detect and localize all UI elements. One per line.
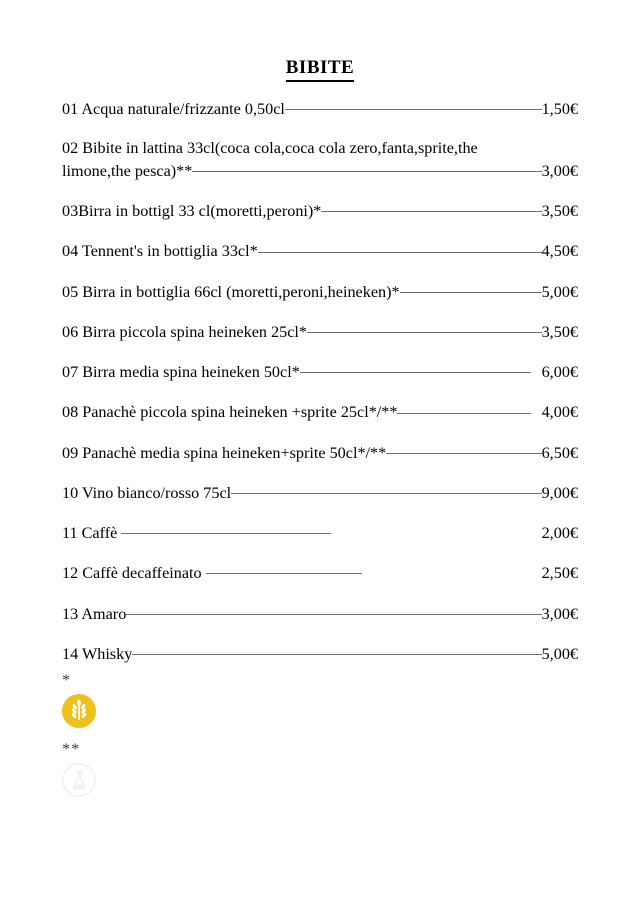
menu-item-row [62, 562, 578, 585]
allergen-footnotes [62, 672, 362, 797]
menu-item-price: 4,00€ [541, 403, 578, 422]
menu-item-name: 05 Birra in bottiglia 66cl (moretti,peroni,heineken)* [62, 282, 400, 301]
menu-item-line [62, 522, 578, 545]
menu-item-name: 03Birra in bottigl 33 cl(moretti,peroni)* [62, 202, 322, 221]
menu-item-price: 4,50€ [541, 242, 578, 261]
menu-item-name-line1: 02 Bibite in lattina 33cl(coca cola,coca cola zero,fanta,sprite,the [62, 139, 478, 158]
flask-sulphites-icon [62, 763, 362, 797]
menu-item-price: 5,00€ [541, 644, 578, 663]
menu-item-price: 2,50€ [541, 564, 578, 583]
menu-item-line [62, 321, 578, 344]
menu-item-row [62, 200, 578, 223]
menu-item-price: 3,00€ [541, 161, 578, 180]
menu-item-row [62, 482, 578, 505]
wheat-gluten-icon [62, 694, 362, 728]
menu-item-name: 04 Tennent's in bottiglia 33cl* [62, 242, 258, 261]
menu-item-row [62, 602, 578, 625]
menu-item-row [62, 240, 578, 263]
menu-item-name: 10 Vino bianco/rosso 75cl [62, 483, 232, 502]
footnote-gluten [62, 672, 362, 728]
menu-item-line [62, 482, 578, 505]
footnote-marker-single-asterisk: * [62, 671, 72, 689]
menu-item-leader-line [206, 562, 362, 578]
menu-item-name: 11 Caffè [62, 524, 122, 543]
menu-item-row [62, 138, 578, 182]
menu-item-leader-line [132, 643, 541, 659]
menu-item-line [62, 562, 578, 585]
menu-item-price: 3,50€ [541, 202, 578, 221]
page-title-container [0, 58, 640, 82]
menu-item-row [62, 401, 578, 424]
menu-item-name: 12 Caffè decaffeinato [62, 564, 206, 583]
menu-item-line [62, 240, 578, 263]
menu-item-name: 09 Panachè media spina heineken+sprite 50cl*/** [62, 443, 387, 462]
menu-item-name: 08 Panachè piccola spina heineken +sprite 25cl*/** [62, 403, 398, 422]
menu-item-leader-line [192, 160, 541, 176]
menu-item-leader-line [307, 321, 542, 337]
menu-item-price: 6,00€ [541, 363, 578, 382]
page-title: BIBITE [286, 58, 354, 82]
menu-item-name: limone,the pesca)** [62, 161, 193, 180]
menu-item-leader-line [386, 441, 541, 457]
menu-item-leader-line [397, 401, 530, 417]
menu-item-line [62, 280, 578, 303]
menu-item-name: 06 Birra piccola spina heineken 25cl* [62, 322, 307, 341]
footnote-sulphites [62, 741, 362, 797]
menu-item-line [62, 441, 578, 464]
menu-item-row [62, 321, 578, 344]
menu-item-name: 07 Birra media spina heineken 50cl* [62, 363, 300, 382]
menu-item-line [62, 160, 578, 183]
menu-item-line [62, 98, 578, 121]
menu-item-line [62, 602, 578, 625]
menu-item-row [62, 643, 578, 666]
menu-item-line [62, 643, 578, 666]
menu-item-price: 3,50€ [541, 322, 578, 341]
menu-item-row [62, 361, 578, 384]
menu-item-name: 13 Amaro [62, 604, 127, 623]
menu-item-line [62, 401, 578, 424]
menu-item-price: 3,00€ [541, 604, 578, 623]
menu-item-leader-line [285, 98, 542, 114]
menu-item-name: 14 Whisky [62, 644, 133, 663]
menu-item-price: 2,00€ [541, 524, 578, 543]
menu-item-row [62, 280, 578, 303]
menu-item-price: 9,00€ [541, 483, 578, 502]
menu-item-leader-line [400, 280, 542, 296]
menu-item-price: 1,50€ [541, 100, 578, 119]
menu-item-row [62, 441, 578, 464]
footnote-marker-double-asterisk: ** [62, 740, 81, 759]
menu-item-leader-line [126, 602, 541, 618]
menu-item-list [62, 98, 578, 683]
menu-item-row [62, 98, 578, 121]
menu-item-leader-line [321, 200, 541, 216]
menu-item-name: 01 Acqua naturale/frizzante 0,50cl [62, 100, 285, 119]
menu-item-leader-line [300, 361, 531, 377]
menu-item-leader-line [121, 522, 331, 538]
menu-item-leader-line [258, 240, 542, 256]
menu-item-price: 5,00€ [541, 282, 578, 301]
menu-item-line [62, 361, 578, 384]
menu-item-leader-line [231, 482, 541, 498]
menu-item-line [62, 200, 578, 223]
menu-item-row [62, 522, 578, 545]
footnote-spacer [62, 728, 362, 741]
menu-item-price: 6,50€ [541, 443, 578, 462]
